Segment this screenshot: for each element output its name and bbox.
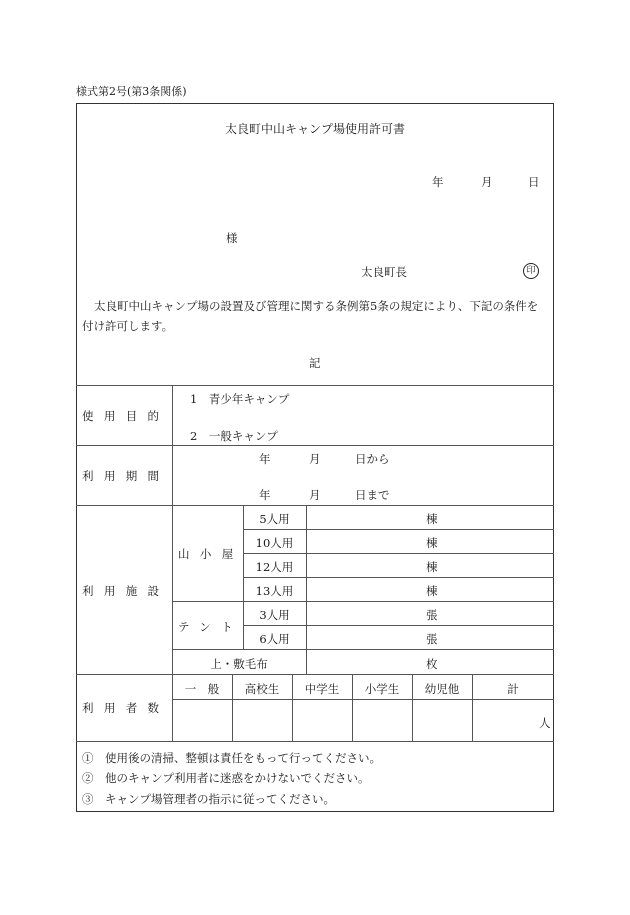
hut-size-2: 10人用 <box>255 536 294 550</box>
tent-unit-1: 張 <box>426 608 438 622</box>
period-from-day: 日から <box>355 452 390 466</box>
seal-icon: 印 <box>523 263 539 279</box>
divider-users-header <box>172 699 554 700</box>
divider-size-column <box>306 505 307 674</box>
ki-label: 記 <box>309 356 321 370</box>
divider-tent-bottom <box>172 649 554 650</box>
hut-unit-2: 棟 <box>426 536 438 550</box>
hut-label: 山小屋 <box>178 547 244 561</box>
users-col-infant-other: 幼児他 <box>424 682 460 696</box>
tent-size-2: 6人用 <box>259 632 290 646</box>
purpose-label: 使用目的 <box>82 409 170 423</box>
tent-size-1: 3人用 <box>259 608 290 622</box>
date-year: 年 <box>432 175 444 189</box>
form-code: 様式第2号(第3条関係) <box>76 85 187 98</box>
users-label: 利用者数 <box>82 701 170 715</box>
divider-hut-row-1 <box>243 529 554 530</box>
divider-header-bottom <box>76 385 554 386</box>
divider-period-bottom <box>76 505 554 506</box>
date-month: 月 <box>481 175 493 189</box>
divider-hut-row-3 <box>243 577 554 578</box>
period-from-month: 月 <box>309 452 321 466</box>
hut-unit-1: 棟 <box>426 512 438 526</box>
recipient-suffix: 様 <box>226 231 238 245</box>
purpose-option-1: 1 青少年キャンプ <box>190 392 290 406</box>
users-col-total: 計 <box>507 682 519 696</box>
hut-size-1: 5人用 <box>259 512 290 526</box>
users-total-unit: 人 <box>539 716 551 730</box>
divider-tent-row <box>243 625 554 626</box>
tent-label: テント <box>178 620 243 634</box>
date-day: 日 <box>528 175 540 189</box>
users-col-general: 一 般 <box>184 682 220 696</box>
period-label: 利用期間 <box>82 469 170 483</box>
divider-facilities-bottom <box>76 674 554 675</box>
users-col-elementary: 小学生 <box>364 682 400 696</box>
hut-unit-4: 棟 <box>426 584 438 598</box>
blanket-label: 上・敷毛布 <box>210 657 268 671</box>
note-3: ③ キャンプ場管理者の指示に従ってください。 <box>82 792 335 806</box>
tent-unit-2: 張 <box>426 632 438 646</box>
period-to-year: 年 <box>259 488 271 502</box>
hut-size-4: 13人用 <box>255 584 294 598</box>
purpose-option-2: 2 一般キャンプ <box>190 429 278 443</box>
hut-size-3: 12人用 <box>255 560 294 574</box>
note-2: ② 他のキャンプ利用者に迷惑をかけないでください。 <box>82 771 370 785</box>
hut-unit-3: 棟 <box>426 560 438 574</box>
facilities-label: 利用施設 <box>82 584 170 598</box>
divider-hut-row-2 <box>243 553 554 554</box>
users-col-middle-school: 中学生 <box>304 682 340 696</box>
period-from-year: 年 <box>259 452 271 466</box>
users-col-high-school: 高校生 <box>244 682 280 696</box>
divider-users-bottom <box>76 741 554 742</box>
period-to-day: 日まで <box>355 488 390 502</box>
divider-hut-bottom <box>172 601 554 602</box>
body-text-line-1: 太良町中山キャンプ場の設置及び管理に関する条例第5条の規定により、下記の条件を <box>94 299 539 313</box>
blanket-unit: 枚 <box>426 657 438 671</box>
period-to-month: 月 <box>309 488 321 502</box>
divider-purpose-bottom <box>76 445 554 446</box>
document-title: 太良町中山キャンプ場使用許可書 <box>224 122 405 136</box>
issuer-name: 太良町長 <box>361 265 407 279</box>
note-1: ① 使用後の清掃、整頓は責任をもって行ってください。 <box>82 751 381 765</box>
body-text-line-2: 付け許可します。 <box>82 319 174 333</box>
